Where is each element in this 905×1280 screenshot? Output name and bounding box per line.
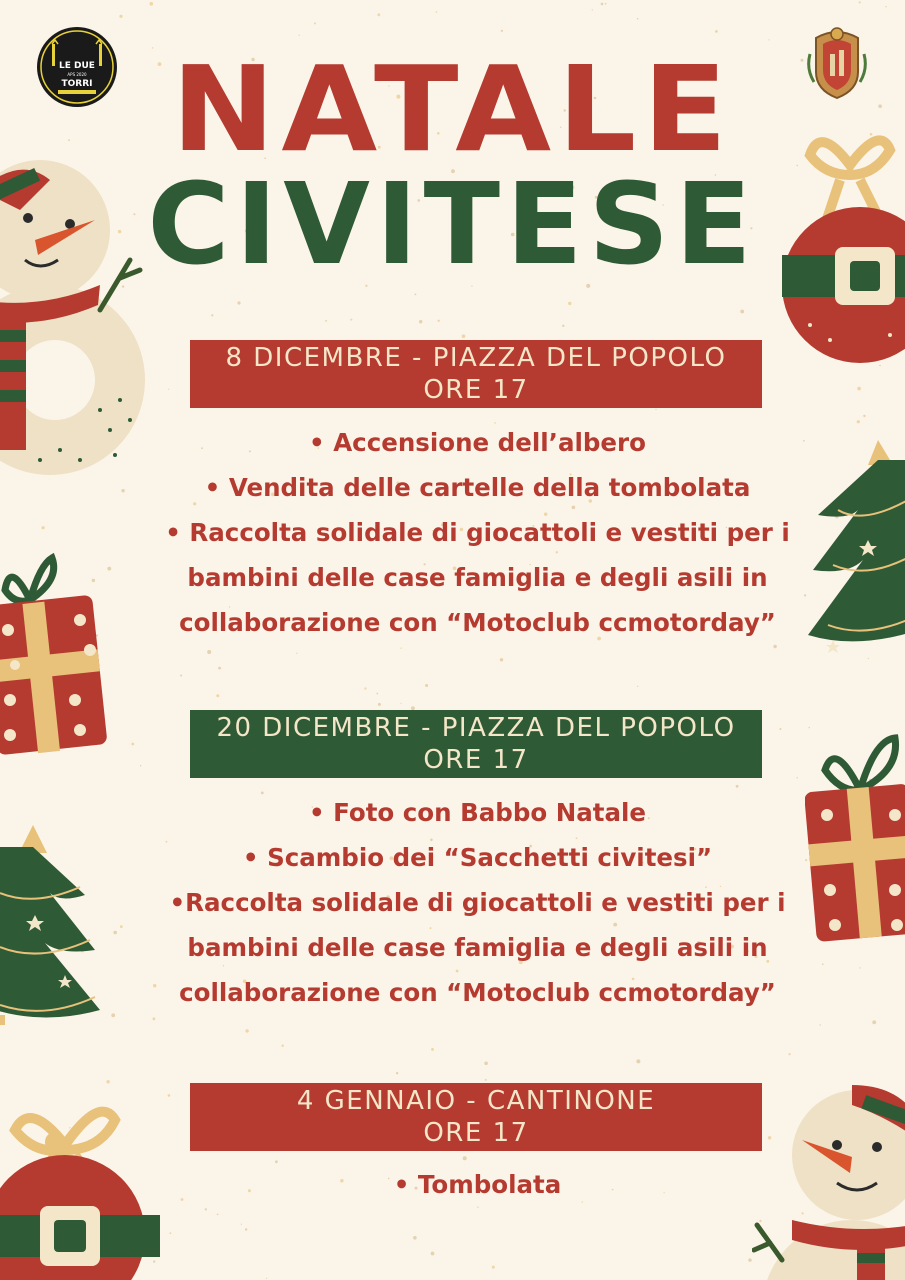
logo-text-small: APS 2020 [67,72,87,77]
event-2-activities [150,790,805,1015]
event-3-activities [150,1162,805,1207]
snowman-icon [0,160,160,490]
event-1-header [190,340,762,408]
event-2-header [190,710,762,778]
event-2-time: ORE 17 [423,745,529,775]
logo-text-top: LE DUE [59,61,95,71]
ornament-ball-icon [780,125,905,365]
list-item: • Foto con Babbo Natale [308,798,647,827]
list-item: bambini delle case famiglia e degli asili in [187,563,768,592]
list-item: •Raccolta solidale di giocattoli e vestiti per i [169,888,786,917]
event-3-date-place: 4 GENNAIO - CANTINONE [296,1086,656,1116]
event-3-header [190,1083,762,1151]
event-1-activities [150,420,805,645]
list-item: • Scambio dei “Sacchetti civitesi” [242,843,713,872]
list-item: • Raccolta solidale di giocattoli e vestiti per i [165,518,790,547]
gift-box-icon [805,730,905,945]
list-item: • Accensione dell’albero [309,428,646,457]
list-item: collaborazione con “Motoclub ccmotorday” [179,978,776,1007]
title-natale: NATALE [171,40,734,178]
event-3-time: ORE 17 [423,1118,529,1148]
list-item: collaborazione con “Motoclub ccmotorday” [179,608,776,637]
christmas-tree-icon [0,825,105,1025]
gift-box-icon [0,550,115,760]
event-2-date-place: 20 DICEMBRE - PIAZZA DEL POPOLO [216,713,736,743]
event-1-time: ORE 17 [423,375,529,405]
list-item: bambini delle case famiglia e degli asili in [187,933,768,962]
list-item: • Tombolata [393,1170,562,1199]
list-item: • Vendita delle cartelle della tombolata [204,473,751,502]
ornament-ball-icon [0,1100,160,1280]
event-1-date-place: 8 DICEMBRE - PIAZZA DEL POPOLO [225,343,727,373]
title-civitese: CIVITESE [147,160,758,290]
christmas-tree-icon [808,440,905,660]
logo-text-bottom: TORRI [61,79,93,89]
